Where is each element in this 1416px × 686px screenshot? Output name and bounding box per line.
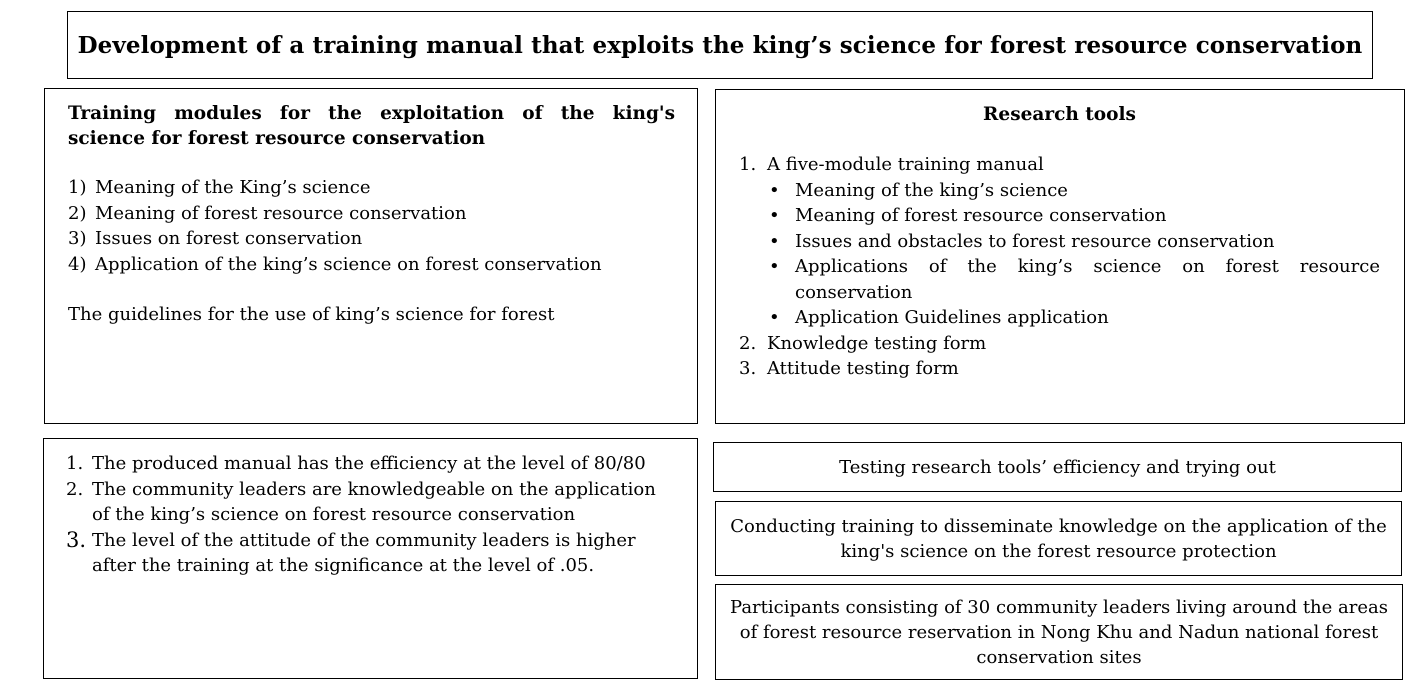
research-tool-item: 3. Attitude testing form [739, 358, 959, 379]
step-text: Conducting training to disseminate knowledge on the application of the king's science on the forest resource protection [730, 515, 1387, 562]
bullet-item: • Meaning of the king’s science [767, 178, 1380, 204]
module-item: 2) Meaning of forest resource conservation [68, 202, 467, 224]
step-text: Participants consisting of 30 community leaders living around the areas of forest resource reservation in Nong Khu and Nadun national forest conservation sites [730, 596, 1388, 668]
step-testing-tools [713, 442, 1402, 492]
step-participants [715, 584, 1403, 680]
title-box [67, 11, 1373, 79]
step-text: Testing research tools’ efficiency and trying out [839, 456, 1276, 478]
research-tools-heading: Research tools [983, 104, 1136, 125]
step-conducting-training [715, 501, 1402, 576]
outcome-item: 1. The produced manual has the efficiency at the level of 80/80 [66, 453, 646, 474]
outcomes-list [66, 451, 661, 579]
manual-modules-list [767, 178, 1380, 331]
module-item: 3) Issues on forest conservation [68, 228, 363, 249]
training-modules-list [68, 175, 675, 277]
diagram-title: Development of a training manual that exploits the king’s science for forest resource conservation [77, 31, 1363, 59]
outcome-item: 3. The level of the attitude of the community leaders is higher after the training at the significance at the level of .05. [66, 527, 636, 576]
guidelines-note: The guidelines for the use of king’s science for forest [68, 304, 555, 325]
outcomes-box [43, 438, 698, 679]
module-item: 4) Application of the king’s science on forest conservation [68, 253, 602, 275]
bullet-item: • Meaning of forest resource conservation [767, 203, 1380, 229]
module-item: 1) Meaning of the King’s science [68, 177, 371, 198]
bullet-item: • Application Guidelines application [767, 305, 1380, 331]
training-modules-box [44, 88, 698, 424]
bullet-item: • Issues and obstacles to forest resource conservation [767, 229, 1380, 255]
research-tools-list [739, 152, 1380, 382]
training-modules-heading: Training modules for the exploitation of the king's science for forest resource conservation [68, 103, 675, 149]
research-tool-item: 2. Knowledge testing form [739, 332, 987, 354]
research-tool-item: 1. A five-module training manual • Meaning of the king’s science • Meaning of forest resource conservation • Issues and obstacles to forest resource conservation • Applications of the king’s science on forest resource conservation • Application Guidelines application [739, 152, 1380, 331]
bullet-item: • Applications of the king’s science on forest resource conservation [767, 254, 1380, 305]
outcome-item: 2. The community leaders are knowledgeable on the application of the king’s science on forest resource conservation [66, 478, 656, 525]
research-tools-box [715, 89, 1405, 424]
